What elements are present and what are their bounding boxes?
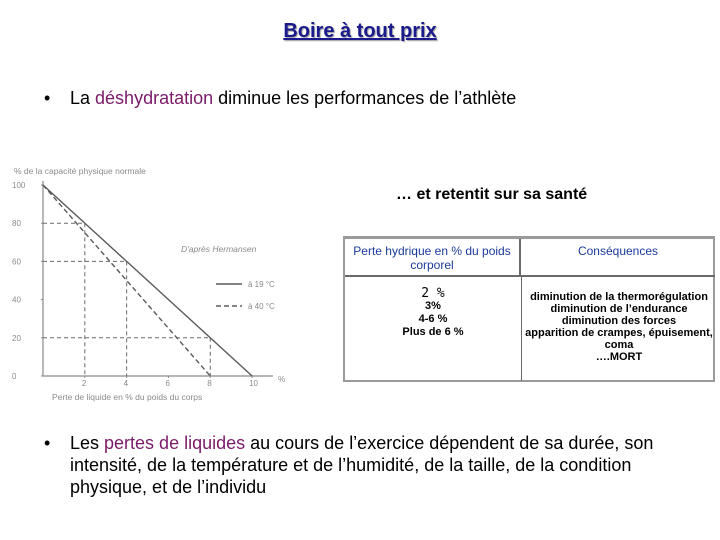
table-consequence-cell: ….MORT (595, 351, 643, 363)
chart-series (43, 185, 252, 376)
chart-legend-label: à 40 °C (248, 302, 275, 311)
chart-y-tick-label: 60 (12, 257, 21, 267)
chart-x-tick-label: 6 (165, 379, 170, 388)
chart-y-tick-label: 0 (12, 372, 17, 381)
bullet-text (70, 87, 516, 109)
chart-x-tick-label: 4 (123, 379, 129, 388)
chart-y-tick-label: 20 (12, 333, 21, 343)
table-column-divider (521, 275, 522, 381)
table-loss-cell: 4-6 % (418, 313, 448, 325)
table-loss-column (345, 287, 521, 339)
bullet-marker: • (44, 88, 51, 108)
table-header-loss: Perte hydrique en % du poids corporel (345, 239, 521, 277)
table-consequence-cell: diminution de l’endurance (550, 303, 688, 315)
table-consequence-cell: apparition de crampes, épuisement, (525, 327, 713, 339)
chart-xlabel: Perte de liquide en % du poids du corps (52, 392, 203, 402)
chart-source: D'après Hermansen (181, 244, 257, 254)
bullet-suffix: au cours de l’exercice dépendent de sa durée, son intensité, de la température et de l’humidité, de la taille, de la condition physique, et de l’individu (70, 433, 654, 497)
bullet-marker: • (44, 433, 51, 453)
chart-ylabel: % de la capacité physique normale (14, 166, 146, 176)
chart-legend-label: à 19 °C (248, 280, 275, 289)
chart-x-tick-label: 8 (207, 379, 212, 388)
table-loss-cell: 2 % (421, 286, 445, 301)
performance-chart (8, 160, 308, 406)
table-consequence-cell: diminution de la thermorégulation (530, 291, 708, 303)
chart-axes (43, 181, 273, 376)
bullet-prefix: Les (70, 433, 105, 453)
bullet-prefix: La (70, 88, 96, 108)
chart-x-unit: % (278, 375, 286, 384)
bullet-text (70, 432, 694, 498)
bullet-highlight: déshydratation (95, 88, 214, 108)
table-loss-cell: 3% (425, 300, 441, 312)
chart-x-tick-label: 2 (81, 379, 87, 388)
table-consequence-cell: diminution des forces (561, 315, 677, 327)
health-subheading: … et retentit sur sa santé (396, 186, 588, 203)
table-header-consequences: Conséquences (521, 239, 715, 277)
table-consequences-column (523, 291, 715, 363)
table-consequence-cell: coma (604, 339, 634, 351)
table-loss-cell: Plus de 6 % (402, 326, 464, 338)
chart-series-line (43, 185, 252, 376)
chart-y-tick-label: 40 (12, 295, 21, 305)
chart-x-tick-label: 10 (249, 379, 258, 388)
bullet-suffix: diminue les performances de l’athlète (213, 88, 517, 108)
chart-y-tick-label: 80 (12, 219, 21, 229)
dehydration-table (343, 236, 715, 382)
chart-y-tick-label: 100 (12, 181, 26, 190)
chart-legend (216, 280, 275, 311)
slide-title: Boire à tout prix (283, 20, 437, 42)
bullet-highlight: pertes de liquides (104, 433, 246, 453)
